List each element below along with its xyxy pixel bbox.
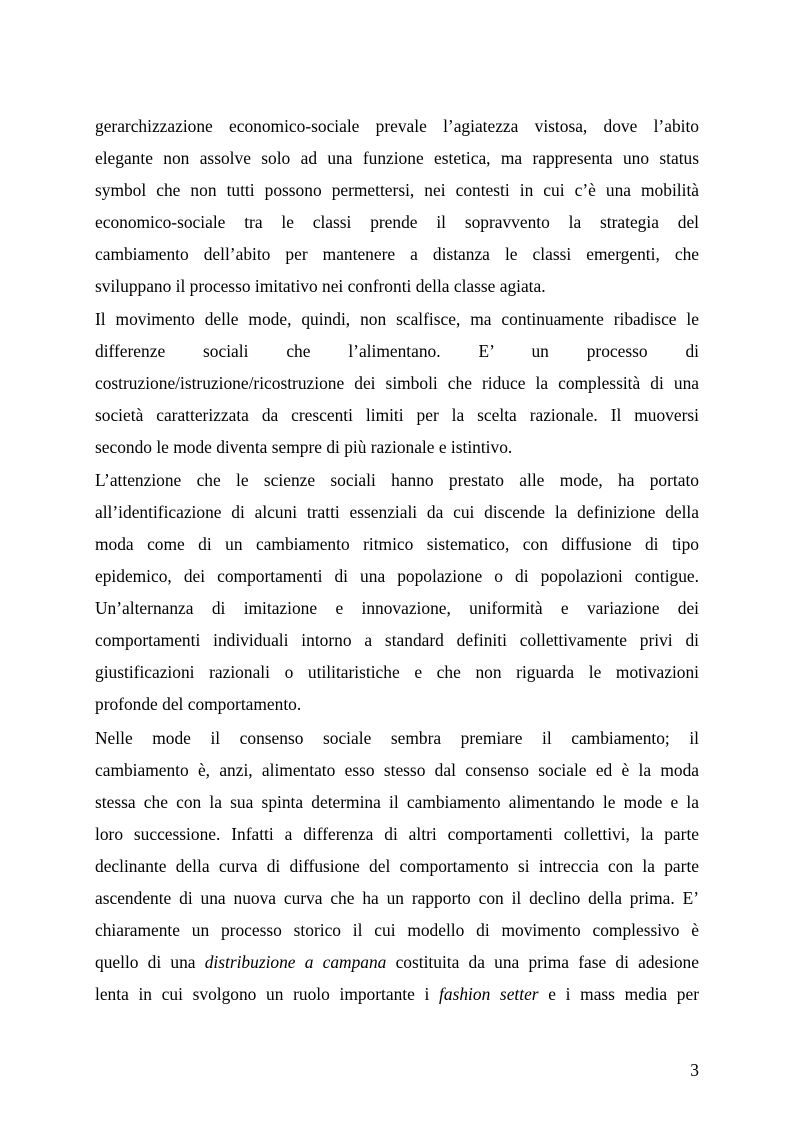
text-line: economico-sociale tra le classi prende il sopravvento la strategia del [95, 212, 699, 232]
text-segment: costituita da una prima fase di adesione [386, 952, 699, 972]
text-line-with-italic [95, 982, 699, 1006]
text-line: epidemico, dei comportamenti di una popolazione o di popolazioni contigue. [95, 566, 699, 586]
text-line: chiaramente un processo storico il cui modello di movimento complessivo è [95, 920, 699, 940]
text-line: L’attenzione che le scienze sociali hanno prestato alle mode, ha portato [95, 470, 699, 490]
text-line: Il movimento delle mode, quindi, non scalfisce, ma continuamente ribadisce le [95, 309, 699, 329]
text-line: all’identificazione di alcuni tratti essenziali da cui discende la definizione della [95, 502, 699, 522]
text-line: secondo le mode diventa sempre di più razionale e istintivo. [95, 437, 513, 457]
text-line: moda come di un cambiamento ritmico sistematico, con diffusione di tipo [95, 534, 699, 554]
text-segment: quello di una [95, 952, 205, 972]
text-line: elegante non assolve solo ad una funzione estetica, ma rappresenta uno status [95, 148, 699, 168]
text-line: Un’alternanza di imitazione e innovazione, uniformità e variazione dei [95, 598, 699, 618]
text-line: declinante della curva di diffusione del comportamento si intreccia con la parte [95, 856, 699, 876]
text-line: costruzione/istruzione/ricostruzione dei simboli che riduce la complessità di una [95, 373, 699, 393]
text-line: gerarchizzazione economico-sociale prevale l’agiatezza vistosa, dove l’abito [95, 116, 699, 136]
italic-term: distribuzione a campana [204, 952, 387, 972]
text-line: cambiamento dell’abito per mantenere a distanza le classi emergenti, che [95, 244, 699, 264]
text-line: sviluppano il processo imitativo nei confronti della classe agiata. [95, 276, 546, 296]
text-line: loro successione. Infatti a differenza di altri comportamenti collettivi, la parte [95, 824, 699, 844]
text-line: symbol che non tutti possono permettersi, nei contesti in cui c’è una mobilità [95, 180, 699, 200]
page-number: 3 [690, 1060, 699, 1080]
text-line: profonde del comportamento. [95, 694, 302, 714]
text-line: giustificazioni razionali o utilitaristiche e che non riguarda le motivazioni [95, 662, 699, 682]
text-line: comportamenti individuali intorno a standard definiti collettivamente privi di [95, 630, 699, 650]
text-line: differenze sociali che l’alimentano. E’ un processo di [95, 341, 699, 361]
text-segment: e i mass media per [538, 984, 699, 1004]
text-line: società caratterizzata da crescenti limiti per la scelta razionale. Il muoversi [95, 405, 699, 425]
text-line-with-italic [95, 950, 699, 974]
italic-term: fashion setter [439, 984, 539, 1004]
text-segment: lenta in cui svolgono un ruolo importante i [95, 984, 440, 1004]
text-line: stessa che con la sua spinta determina il cambiamento alimentando le mode e la [95, 792, 699, 812]
text-line: cambiamento è, anzi, alimentato esso stesso dal consenso sociale ed è la moda [95, 760, 699, 780]
text-line: Nelle mode il consenso sociale sembra premiare il cambiamento; il [95, 728, 699, 748]
text-line: ascendente di una nuova curva che ha un rapporto con il declino della prima. E’ [95, 888, 699, 908]
